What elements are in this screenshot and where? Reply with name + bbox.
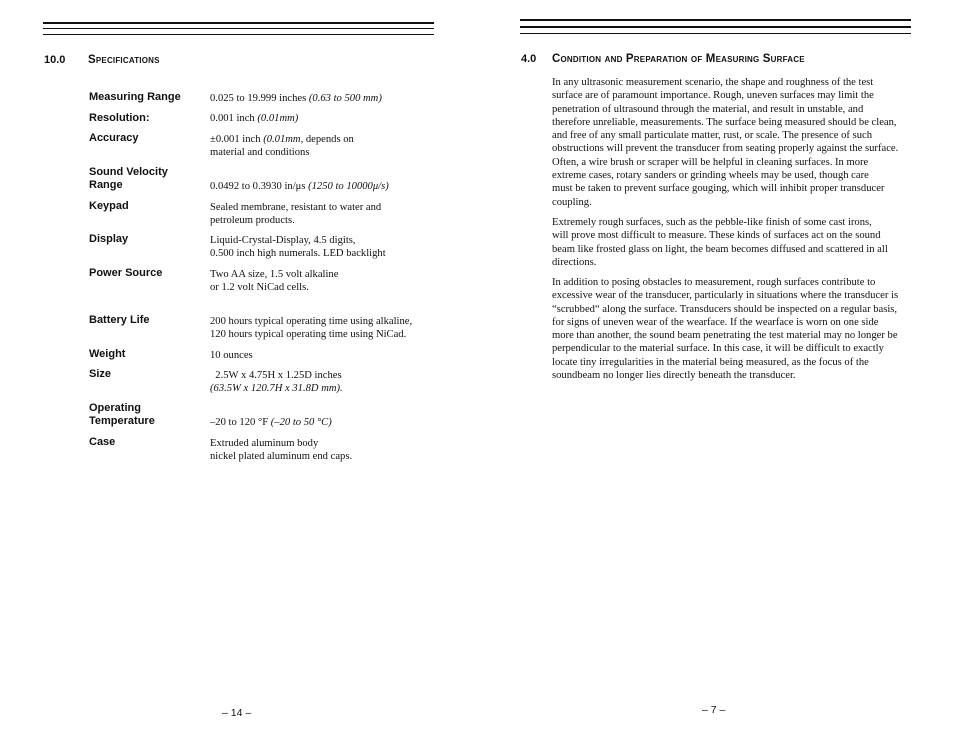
spec-value-text: , depends on [300,134,354,145]
paragraph-line: coupling. [552,196,592,208]
left-header-rule-thick [43,22,434,24]
paragraph-line: surface are of paramount importance. Rough, uneven surfaces may limit the [552,90,874,102]
paragraph-line: for signs of uneven wear of the wearface. If the wearface is worn on one side [552,316,879,328]
spec-value-accuracy [210,133,435,159]
paragraph-line: extreme cases, rotary sanders or grinding wheels may be used, though care [552,170,869,182]
spec-value-weight [210,349,435,362]
spec-label-power-source: Power Source [89,267,163,279]
paragraph-rough-surfaces [552,216,914,269]
right-section-number: 4.0 [521,53,537,65]
left-section-number: 10.0 [44,54,66,66]
spec-value-text: petroleum products. [210,215,295,226]
right-header-rule-thin-2 [520,33,911,34]
spec-label-display: Display [89,233,129,245]
paragraph-line: will prove most difficult to measure. These kinds of surfaces act on the sound [552,230,881,242]
left-section-heading [44,54,160,66]
spec-value-metric: (0.01mm [263,134,301,145]
spec-label-accuracy: Accuracy [89,132,139,144]
spec-label-sound-velocity-range: Sound Velocity Range [89,166,168,191]
spec-label-measuring-range: Measuring Range [89,91,181,103]
spec-value-text: Sealed membrane, resistant to water and [210,202,382,213]
spec-value-case [210,437,435,463]
paragraph-line: In any ultrasonic measurement scenario, the shape and roughness of the test [552,77,874,88]
paragraph-line: locate tiny irregularities in the material being measured, as the focus of the [552,356,869,368]
spec-value-measuring-range [210,92,435,105]
left-section-title: Specifications [88,54,160,66]
paragraph-line: directions. [552,256,597,268]
paragraph-line: perpendicular to the material surface. In this case, it will be difficult to exactly [552,343,884,355]
spec-value-metric: (63.5W x 120.7H x 31.8D mm). [210,383,343,394]
spec-value-text: 0.001 inch [210,113,258,124]
spec-value-power-source [210,268,435,294]
spec-label-operating-temperature: Operating Temperature [89,402,155,427]
spec-label-case: Case [89,436,116,448]
right-header-rule-thin-1 [520,26,911,28]
left-header-rule-thin-2 [43,34,434,35]
paragraph-line: obstructions will prevent the transducer from seating properly against the surface. [552,143,899,155]
spec-value-text: or 1.2 volt NiCad cells. [210,282,309,293]
spec-label-battery-life: Battery Life [89,314,150,326]
spec-label-keypad: Keypad [89,200,129,212]
left-page-number: – 14 – [222,707,252,719]
spec-value-operating-temperature [210,416,435,429]
paragraph-surface-importance [552,76,914,209]
spec-value-text: –20 to 120 °F [210,417,271,428]
left-header-rule-thin-1 [43,28,434,29]
right-header-rule-thick [520,19,911,21]
spec-value-text: 2.5W x 4.75H x 1.25D inches [210,370,342,381]
paragraph-line: Often, a wire brush or scraper will be helpful in cleaning surfaces. In more [552,156,869,168]
spec-value-text: nickel plated aluminum end caps. [210,451,353,462]
paragraph-line: soundbeam no longer lies directly beneath the transducer. [552,370,796,382]
spec-value-metric: (1250 to 10000μ/s) [308,181,389,192]
right-section-heading [521,53,805,65]
spec-value-text: 10 ounces [210,350,253,361]
paragraph-line: excessive wear of the transducer, particularly in situations where the transducer is [552,290,899,302]
right-section-title: Condition and Preparation of Measuring Surface [552,53,805,65]
spec-label-resolution: Resolution: [89,112,150,124]
spec-value-text: Liquid-Crystal-Display, 4.5 digits, [210,235,356,246]
spec-value-display [210,234,435,260]
spec-value-text: 200 hours typical operating time using alkaline, [210,316,413,327]
paragraph-line: penetration of ultrasound through the material, and result in unstable, and [552,103,864,115]
paragraph-line: In addition to posing obstacles to measurement, rough surfaces contribute to [552,277,876,288]
paragraph-line: beam like frosted glass on light, the beam becomes diffused and scattered in all [552,243,888,255]
spec-value-metric: (0.01mm) [257,113,299,124]
paragraph-line: must be taken to prevent surface gouging, which will inhibit proper transducer [552,183,885,195]
spec-value-metric: (0.63 to 500 mm) [308,93,382,104]
paragraph-line: and free of any small particulate matter, rust, or scale. The presence of such [552,130,873,142]
spec-value-keypad [210,201,435,227]
paragraph-line: Extremely rough surfaces, such as the pebble-like finish of some cast irons, [552,217,872,228]
paragraph-line: “scrubbed“ along the surface. Transducers should be inspected on a regular basis, [552,303,898,315]
spec-label-weight: Weight [89,348,126,360]
spec-value-metric: (–20 to 50 °C) [270,417,332,428]
spec-value-text: material and conditions [210,147,310,158]
spec-value-size [210,369,435,395]
paragraph-line: therefore unreliable, measurements. The surface being measured should be clean, [552,116,897,128]
spec-value-text: ±0.001 inch [210,134,264,145]
spec-value-text: 0.0492 to 0.3930 in/μs [210,181,309,192]
spec-value-battery-life [210,315,435,341]
spec-label-size: Size [89,368,112,380]
spec-value-text: 120 hours typical operating time using NiCad. [210,329,407,340]
right-page-number: – 7 – [702,704,726,716]
spec-value-text: 0.500 inch high numerals. LED backlight [210,248,386,259]
spec-value-text: Two AA size, 1.5 volt alkaline [210,269,339,280]
spec-value-sound-velocity-range [210,180,435,193]
spec-value-text: Extruded aluminum body [210,438,319,449]
spec-value-text: 0.025 to 19.999 inches [210,93,309,104]
spec-value-resolution [210,112,435,125]
paragraph-line: more than another, the sound beam penetrating the test material may no longer be [552,330,898,342]
paragraph-transducer-wear [552,276,914,382]
